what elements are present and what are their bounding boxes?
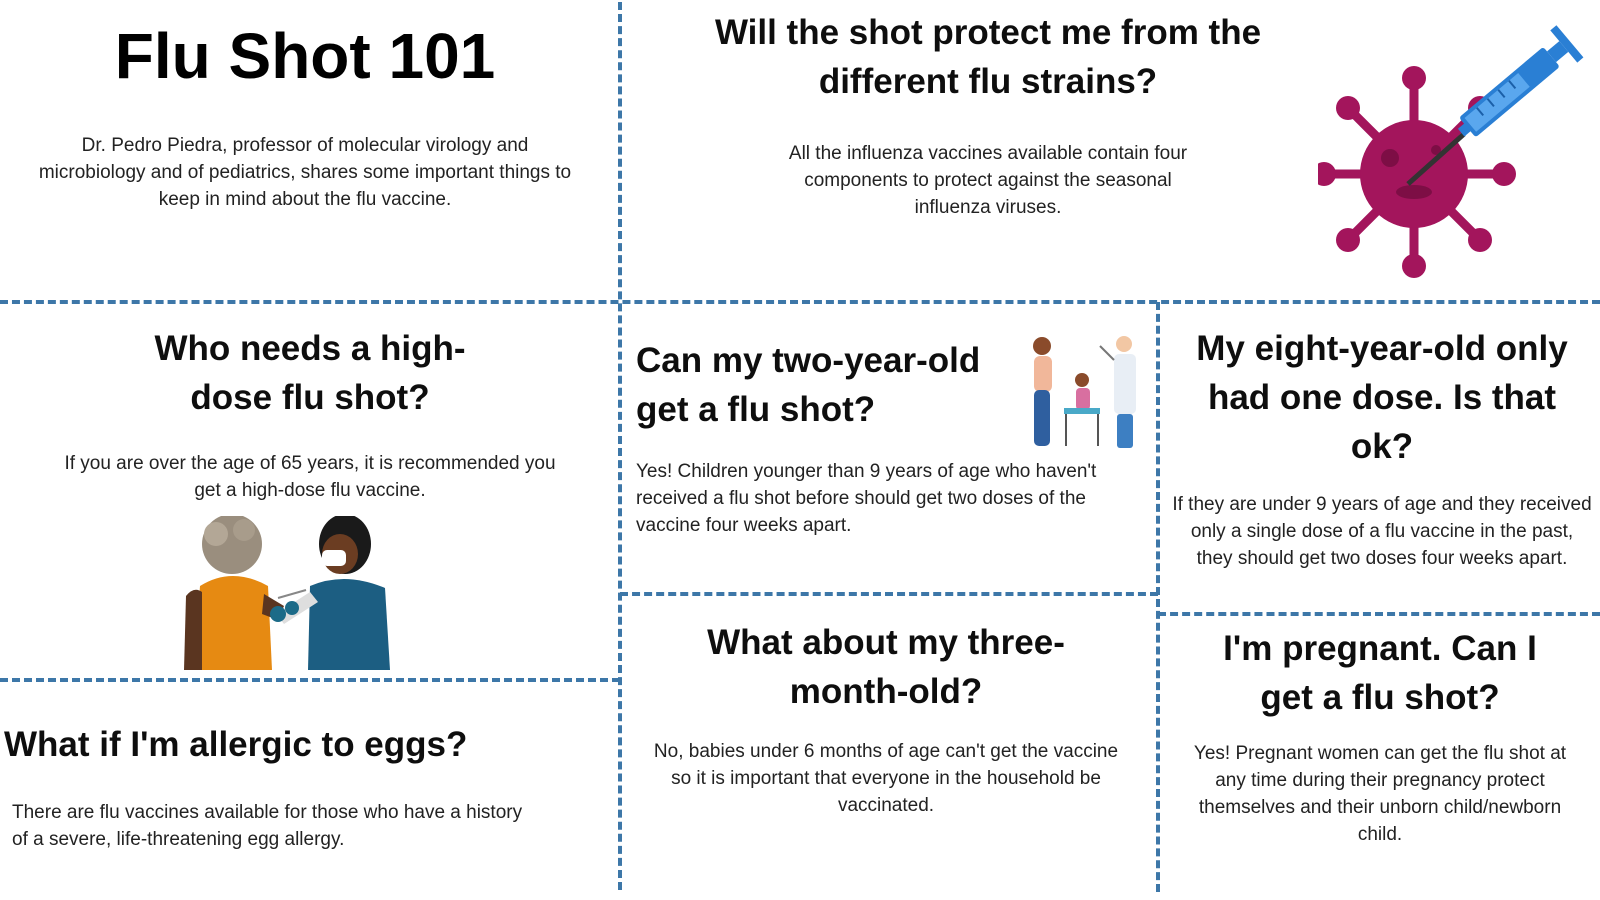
eggs-section	[4, 720, 604, 853]
three-month-old-answer: No, babies under 6 months of age can't get the vaccine so it is important that everyone in the household be vaccinated.	[653, 741, 1119, 816]
page-title: Flu Shot 101	[114, 20, 496, 92]
intro-text: Dr. Pedro Piedra, professor of molecular virology and microbiology and of pediatrics, shares some important things to keep in mind about the flu vaccine.	[38, 135, 572, 210]
eggs-answer: There are flu vaccines available for those who have a history of a severe, life-threatening egg allergy.	[12, 802, 523, 850]
three-month-old-section	[646, 618, 1126, 819]
two-year-old-answer: Yes! Children younger than 9 years of age who haven't received a flu shot before should get two doses of the vaccine four weeks apart.	[636, 461, 1097, 536]
divider-middle-lower	[620, 592, 1158, 596]
elderly-vaccination-illustration	[180, 516, 400, 670]
eight-year-old-question: My eight-year-old only had one dose. Is that ok?	[1196, 329, 1568, 466]
pregnant-answer: Yes! Pregnant women can get the flu shot at any time during their pregnancy protect themselves and their unborn child/newborn child.	[1193, 743, 1567, 845]
eight-year-old-answer: If they are under 9 years of age and they received only a single dose of a flu vaccine in the past, they should get two doses four weeks apart.	[1172, 494, 1592, 569]
divider-left-lower	[0, 678, 620, 682]
strains-section	[668, 8, 1308, 221]
title-section	[20, 18, 590, 213]
virus-syringe-illustration	[1318, 22, 1588, 278]
pregnant-question: I'm pregnant. Can I get a flu shot?	[1223, 629, 1537, 717]
eight-year-old-section	[1172, 324, 1592, 572]
high-dose-section	[30, 324, 590, 504]
high-dose-answer: If you are over the age of 65 years, it is recommended you get a high-dose flu vaccine.	[64, 453, 556, 501]
syringe-icon	[1408, 25, 1583, 184]
pregnant-section	[1180, 624, 1580, 848]
divider-vertical-center	[618, 2, 622, 890]
divider-vertical-right	[1156, 302, 1160, 892]
two-year-old-question: Can my two-year-old get a flu shot?	[636, 341, 981, 429]
strains-question: Will the shot protect me from the different flu strains?	[714, 13, 1262, 101]
divider-right-lower	[1158, 612, 1600, 616]
divider-top-row	[0, 300, 1600, 304]
eggs-question: What if I'm allergic to eggs?	[4, 725, 468, 764]
strains-answer: All the influenza vaccines available contain four components to protect against the seasonal influenza viruses.	[788, 143, 1188, 218]
child-vaccination-illustration	[1022, 334, 1144, 454]
three-month-old-question: What about my three-month-old?	[707, 623, 1065, 711]
high-dose-question: Who needs a high-dose flu shot?	[154, 329, 466, 417]
